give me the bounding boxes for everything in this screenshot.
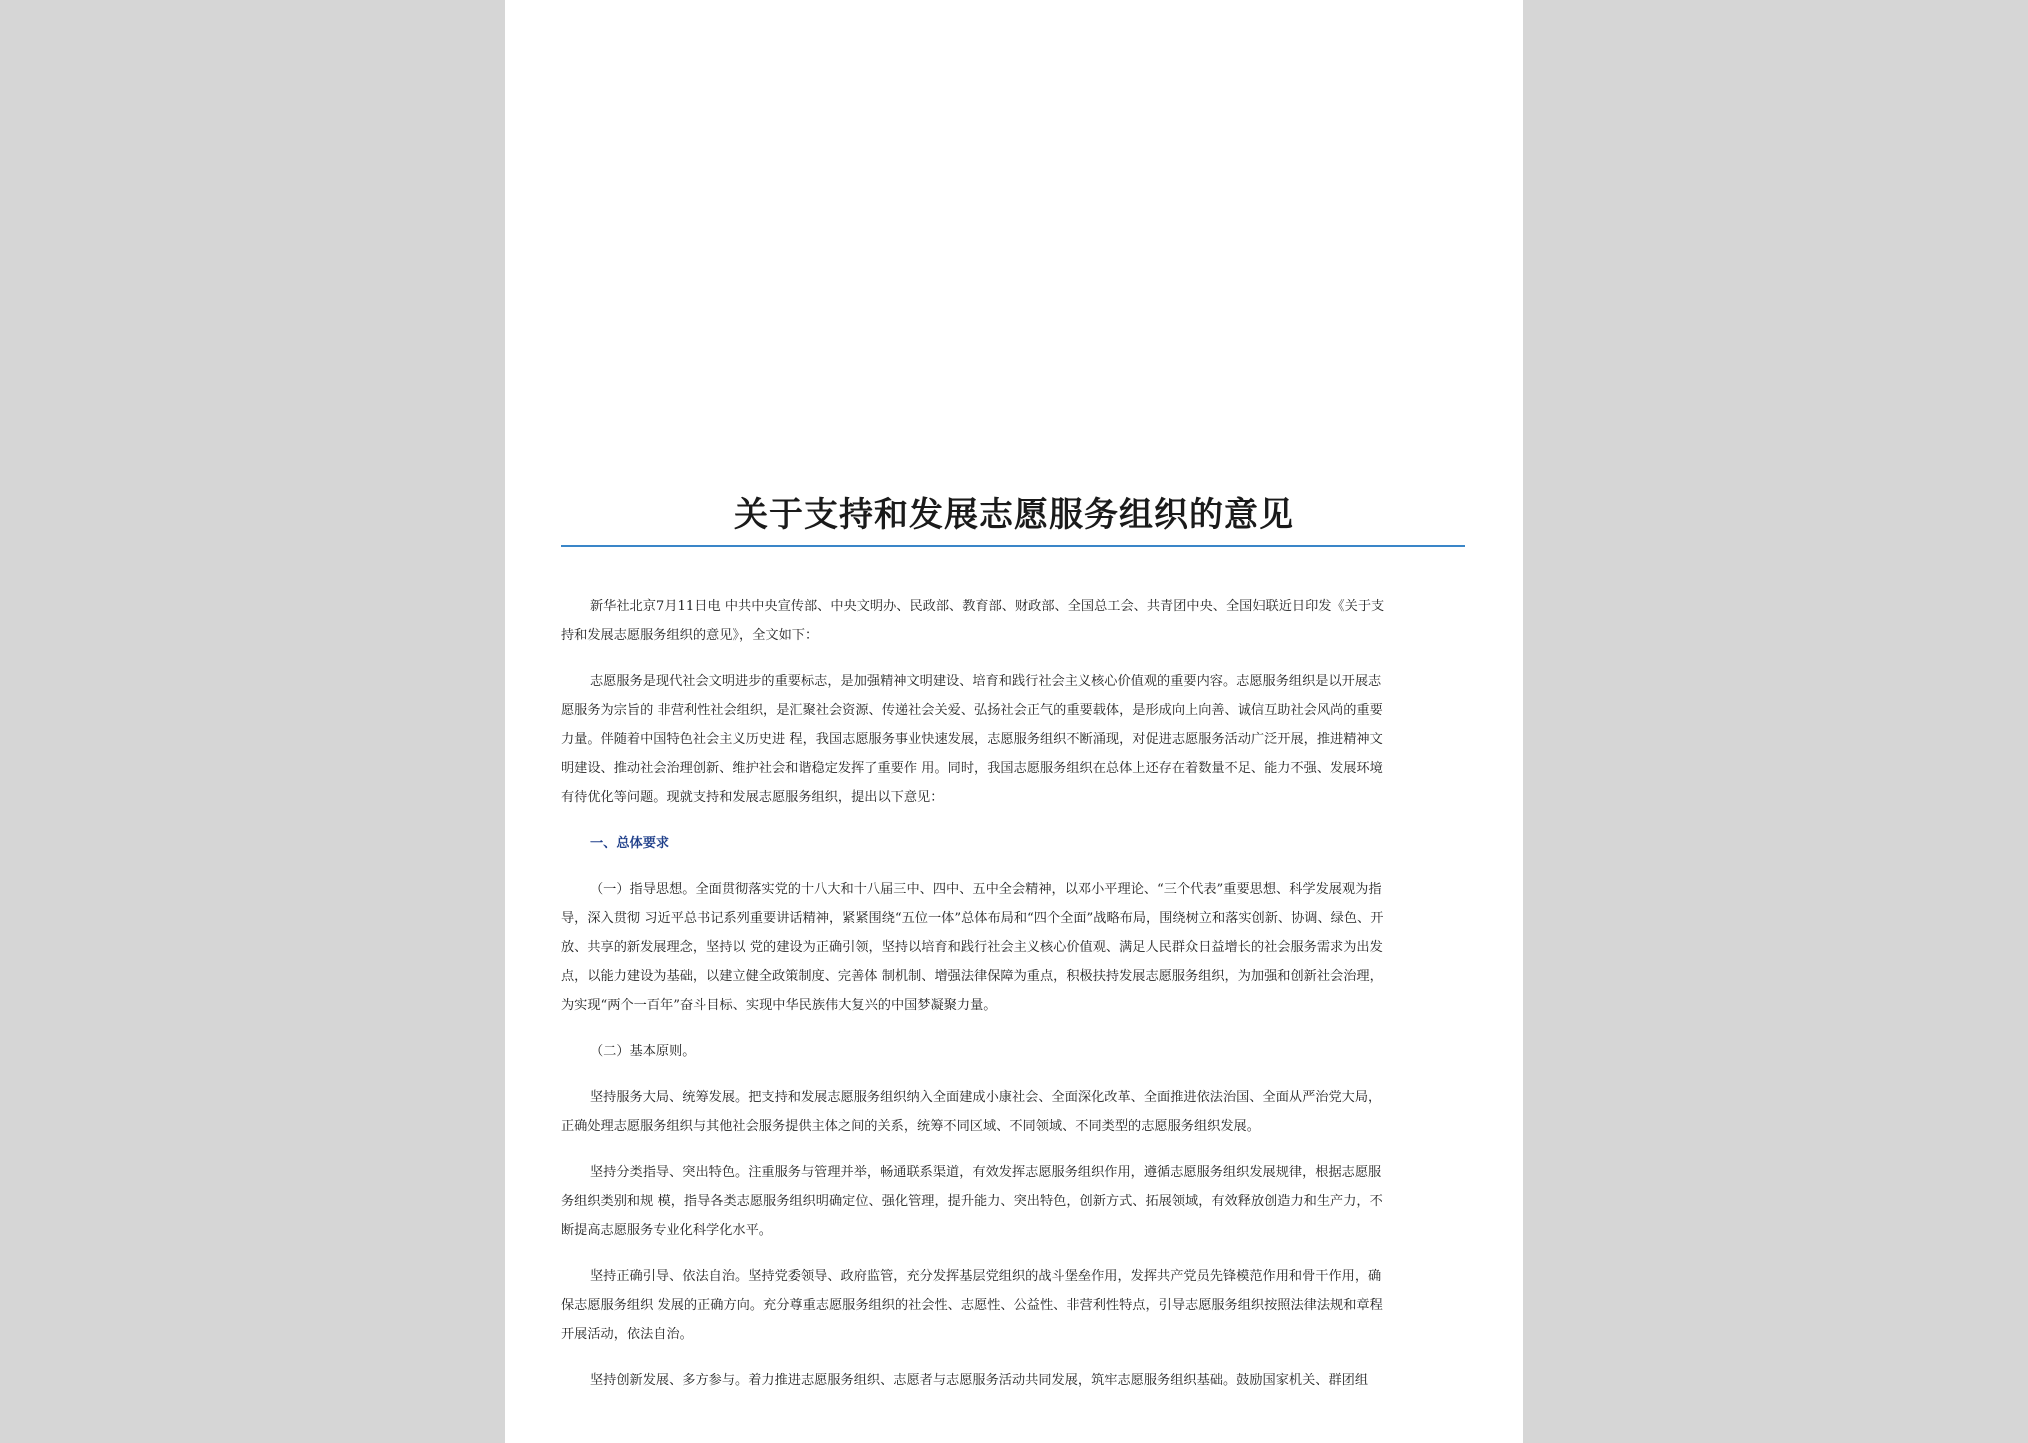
text-line: 坚持服务大局、统筹发展。把支持和发展志愿服务组织纳入全面建成小康社会、全面深化改革、全面推进依法治国、全面从严治党大局，	[590, 1090, 1382, 1105]
text-line: 愿服务为宗旨的 非营利性社会组织，是汇聚社会资源、传递社会关爱、弘扬社会正气的重要载体，是形成向上向善、诚信互助社会风尚的重要	[561, 703, 1383, 718]
text-line: 坚持创新发展、多方参与。着力推进志愿服务组织、志愿者与志愿服务活动共同发展，筑牢志愿服务组织基础。鼓励国家机关、群团组	[590, 1373, 1369, 1388]
paragraph-principle-4	[561, 1366, 1465, 1395]
paragraph-principle-1	[561, 1083, 1465, 1141]
paragraph-principle-2	[561, 1158, 1465, 1245]
section-heading	[561, 829, 1465, 858]
text-line: 断提高志愿服务专业化科学化水平。	[561, 1223, 772, 1238]
text-line: 为实现“两个一百年”奋斗目标、实现中华民族伟大复兴的中国梦凝聚力量。	[561, 998, 997, 1013]
text-line: 有待优化等问题。现就支持和发展志愿服务组织，提出以下意见：	[561, 790, 944, 805]
text-line: 放、共享的新发展理念，坚持以 党的建设为正确引领，坚持以培育和践行社会主义核心价值观、满足人民群众日益增长的社会服务需求为出发	[561, 940, 1383, 955]
paragraph-guiding-ideology	[561, 875, 1465, 1020]
text-line: （一）指导思想。全面贯彻落实党的十八大和十八届三中、四中、五中全会精神，以邓小平理论、“三个代表”重要思想、科学发展观为指	[590, 882, 1382, 897]
text-line: 持和发展志愿服务组织的意见》，全文如下：	[561, 628, 819, 643]
text-line: 明建设、推动社会治理创新、维护社会和谐稳定发挥了重要作 用。同时，我国志愿服务组织在总体上还存在着数量不足、能力不强、发展环境	[561, 761, 1383, 776]
paragraph-principle-3	[561, 1262, 1465, 1349]
text-line: 点，以能力建设为基础，以建立健全政策制度、完善体 制机制、增强法律保障为重点，积极扶持发展志愿服务组织，为加强和创新社会治理，	[561, 969, 1383, 984]
text-line: 务组织类别和规 模，指导各类志愿服务组织明确定位、强化管理，提升能力、突出特色，创新方式、拓展领域，有效释放创造力和生产力，不	[561, 1194, 1383, 1209]
section-title: 总体要求	[616, 836, 670, 851]
paragraph-preface	[561, 667, 1465, 812]
document-page	[505, 0, 1523, 1443]
text-line: 志愿服务是现代社会文明进步的重要标志，是加强精神文明建设、培育和践行社会主义核心价值观的重要内容。志愿服务组织是以开展志	[590, 674, 1382, 689]
section-number: 一、	[590, 836, 617, 851]
paragraph-intro	[561, 592, 1465, 650]
text-line: 正确处理志愿服务组织与其他社会服务提供主体之间的关系，统筹不同区域、不同领域、不同类型的志愿服务组织发展。	[561, 1119, 1260, 1134]
text-line: 开展活动，依法自治。	[561, 1327, 693, 1342]
document-body	[561, 592, 1465, 1412]
title-divider	[561, 545, 1465, 547]
text-line: 力量。伴随着中国特色社会主义历史进 程，我国志愿服务事业快速发展，志愿服务组织不断涌现，对促进志愿服务活动广泛开展，推进精神文	[561, 732, 1383, 747]
text-line: 导，深入贯彻 习近平总书记系列重要讲话精神，紧紧围绕“五位一体”总体布局和“四个全面”战略布局，围绕树立和落实创新、协调、绿色、开	[561, 911, 1384, 926]
text-line: 保志愿服务组织 发展的正确方向。充分尊重志愿服务组织的社会性、志愿性、公益性、非营利性特点，引导志愿服务组织按照法律法规和章程	[561, 1298, 1383, 1313]
text-line: 坚持正确引导、依法自治。坚持党委领导、政府监管，充分发挥基层党组织的战斗堡垒作用，发挥共产党员先锋模范作用和骨干作用，确	[590, 1269, 1382, 1284]
subheading-principles: （二）基本原则。	[590, 1044, 696, 1059]
page-title: 关于支持和发展志愿服务组织的意见	[734, 495, 1294, 535]
text-line: 新华社北京7月11日电 中共中央宣传部、中央文明办、民政部、教育部、财政部、全国总工会、共青团中央、全国妇联近日印发《关于支	[590, 599, 1385, 614]
text-line: 坚持分类指导、突出特色。注重服务与管理并举，畅通联系渠道，有效发挥志愿服务组织作用，遵循志愿服务组织发展规律，根据志愿服	[590, 1165, 1382, 1180]
